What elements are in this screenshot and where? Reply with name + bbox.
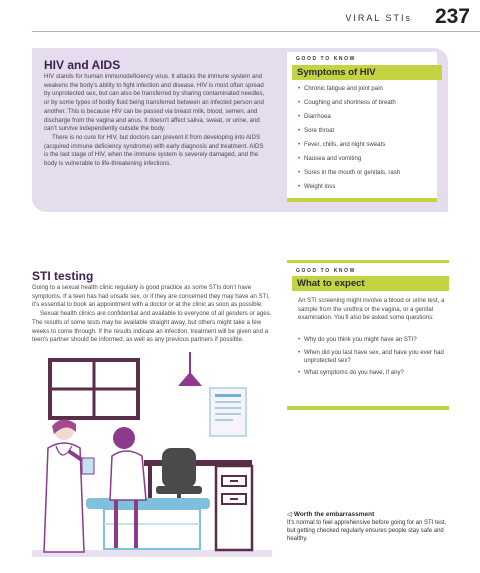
list-item: • What symptoms do you have, if any?	[298, 369, 446, 377]
list-item: • Nausea and vomiting	[298, 155, 438, 163]
list-item: • Sores in the mouth or genitals, rash	[298, 169, 438, 177]
sti-testing-body	[32, 284, 276, 345]
list-item: • Why do you think you might have an STI?	[298, 336, 446, 344]
questions-list	[298, 336, 446, 382]
caption-pointer-icon: ◁	[287, 511, 294, 518]
header-rule	[32, 31, 480, 32]
list-item: • Chronic fatigue and joint pain	[298, 85, 438, 93]
symptoms-heading: Symptoms of HIV	[292, 65, 442, 80]
caption-title: Worth the embarrassment	[293, 511, 375, 518]
sti-paragraph: Going to a sexual health clinic regularly is good practice as some STIs don’t have symptoms. If a teen has had unsafe sex, or if they are concerned they may have an STI, it’s essential to book an appointment with a doctor or at the clinic as soon as possible.	[32, 284, 270, 309]
list-item: • Sore throat	[298, 127, 438, 135]
caption-text: It’s normal to feel apprehensive before going for an STI test, but getting checked regularly ensures people stay safe and healthy.	[287, 520, 447, 542]
what-to-expect-intro: An STI screening might involve a blood or urine test, a sample from the urethra or the vagina, or a genital examination. You’ll also be asked some questions:	[298, 297, 445, 322]
doctor-illustration	[44, 419, 94, 552]
what-to-expect-heading: What to expect	[292, 276, 449, 291]
hiv-body	[44, 73, 268, 169]
list-item: • Coughing and shortness of breath	[298, 99, 438, 107]
exam-couch-illustration	[86, 498, 210, 549]
clinic-illustration	[32, 352, 272, 557]
caption-heading	[287, 510, 374, 518]
running-header: VIRAL STIs	[345, 13, 412, 23]
hiv-paragraph: There is no cure for HIV, but doctors can prevent it from developing into AIDS (acquired immune deficiency syndrome) with early diagnosis and treatment. AIDS is the last stage of HIV, when the immune system is severely damaged, and the body is vulnerable to life-threatening infections.	[44, 133, 264, 168]
list-item: • Diarrhoea	[298, 113, 438, 121]
window-illustration	[50, 360, 138, 418]
list-item: • Fever, chills, and night sweats	[298, 141, 438, 149]
sti-testing-heading: STI testing	[32, 269, 94, 283]
good-to-know-label: GOOD TO KNOW	[296, 56, 356, 62]
sti-paragraph: Sexual health clinics are confidential and available to everyone of all genders or ages. The results of some tests may be available straight away, but others might take a few weeks to come through. If the results indicate an infection, treatment will be given and a teen’s partner should be informed, as well as any previous partners if possible.	[32, 310, 272, 344]
list-item: • When did you last have sex, and have you ever had unprotected sex?	[298, 349, 446, 365]
symptoms-list	[298, 85, 438, 197]
lamp-illustration	[178, 352, 202, 386]
notice-board-illustration	[210, 388, 246, 436]
page-number: 237	[434, 5, 470, 28]
hiv-heading: HIV and AIDS	[44, 58, 121, 72]
hiv-paragraph: HIV stands for human immunodeficiency virus. It attacks the immune system and weakens the body’s ability to fight infection and disease. HIV is most often spread by unprotected sex, but can also be transferred by sharing contaminated needles, or by some types of bodily fluid being transferred between an infected person and another. This is because HIV can be passed via breast milk, blood, semen, and discharge from the vagina and anus. It doesn’t affect saliva, sweat, or urine, and can’t survive independently outside the body.	[44, 73, 265, 133]
good-to-know-label: GOOD TO KNOW	[296, 268, 356, 274]
list-item: • Weight loss	[298, 183, 438, 191]
